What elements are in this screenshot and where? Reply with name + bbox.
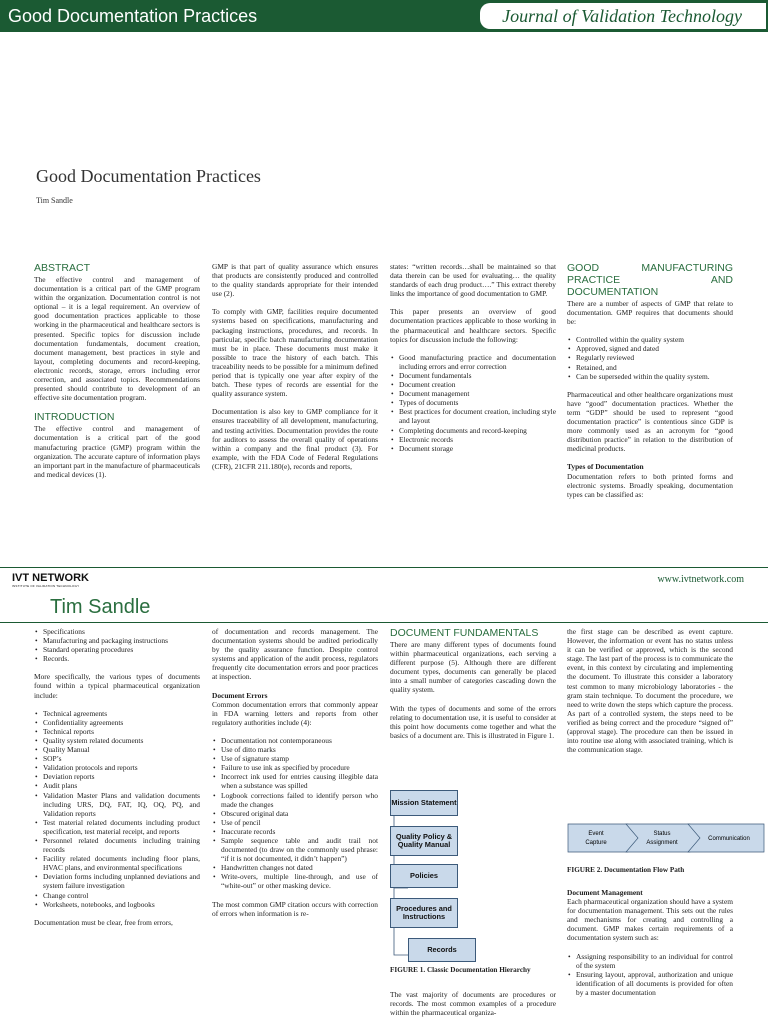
bullet-item: • Types of documents <box>390 398 556 407</box>
bullet-item: • Facility related documents including floor plans, HVAC plans, and environmental specifications <box>34 854 200 872</box>
bullet-item: • Document storage <box>390 444 556 453</box>
section-heading: ABSTRACT <box>34 262 91 274</box>
paragraph: There are many different types of documents found within pharmaceutical organizations, each serving a different purpose (5). Although there are different document types, documents can generally be placed into a small number of categories cascading down the quality system. <box>390 640 556 695</box>
bullet-item: • Personnel related documents including training records <box>34 836 200 854</box>
bullet-item: • Document management <box>390 389 556 398</box>
fig1-box-quality-policy: Quality Policy & Quality Manual <box>390 826 458 856</box>
subheading: Document Management <box>567 888 643 897</box>
bullet-item: • Use of ditto marks <box>212 745 378 754</box>
bullet-item: • Logbook corrections failed to identify person who made the changes <box>212 791 378 809</box>
paragraph: Common documentation errors that commonly appear in FDA warning letters and reports from other regulatory authorities include (4): <box>212 699 378 727</box>
paragraph: The effective control and management of documentation is a critical part of the good manufacturing practice (GMP) program within the organization. The accurate capture of information plays an important part in the manufacture of pharmaceuticals and medical devices (1). <box>34 424 201 479</box>
bullet-item: • Standard operating procedures <box>34 645 200 654</box>
bullet-item: • Use of signature stamp <box>212 754 378 763</box>
bullet-item: • Quality system related documents <box>34 736 200 745</box>
section-heading: INTRODUCTION <box>34 411 115 424</box>
bullet-item: • SOP’s <box>34 754 200 763</box>
bullet-item: • Document fundamentals <box>390 371 556 380</box>
bullet-item: • Quality Manual <box>34 745 200 754</box>
header-bar <box>0 0 768 32</box>
bullet-item: • Documentation not contemporaneous <box>212 736 378 745</box>
paragraph: of documentation and records management. The documentation systems should be audited periodically by the quality assurance function. Despite control systems and application of the audit process, regulators frequently cite documentation errors and poor practices at inspection. <box>212 627 378 682</box>
bullet-item: • Change control <box>34 891 200 900</box>
subheading: Document Errors <box>212 690 268 700</box>
bullet-list <box>567 335 733 380</box>
bullet-item: • Electronic records <box>390 435 556 444</box>
paragraph: The effective control and management of documentation is a critical part of the GMP program within the organization. Documentation control is not optional – it is a legal requirement. An overview of good documentation practices applicable to those working in the pharmaceutical and healthcare sectors is presented. Specific topics for discussion include documentation fundamentals, document creation, document management, best practices in style and layout, completing documents and record-keeping, electronic records, storage, errors including error correction, and associated topics. Recommendations presented should contribute to development of an effective site documentation program. <box>34 275 200 403</box>
bullet-item: • Specifications <box>34 627 200 636</box>
bullet-list <box>34 709 200 909</box>
paragraph: This paper presents an overview of good documentation practices applicable to those working in the pharmaceutical and healthcare sectors. Specific topics for discussion include the following: <box>390 307 556 344</box>
article-author: Tim Sandle <box>36 196 73 205</box>
bullet-item: • Retained, and <box>567 363 733 372</box>
page2-column-3 <box>390 627 556 749</box>
bullet-item: • Deviation reports <box>34 772 200 781</box>
bullet-item: • Manufacturing and packaging instructions <box>34 636 200 645</box>
ivt-logo: IVT NETWORK INSTITUTE OF VALIDATION TECHNOLOGY <box>12 572 89 588</box>
fig2-step-2-b: Assignment <box>646 840 678 846</box>
fig2-step-3: Communication <box>708 836 750 842</box>
paragraph: With the types of documents and some of the errors relating to documentation use, it is useful to consider at this point how documents come together and what the basics of a document are. This is illustrated in Figure 1. <box>390 703 556 740</box>
section-heading: DOCUMENT FUNDAMENTALS <box>390 627 539 639</box>
page2-column-3-continued <box>390 990 556 1024</box>
page2-column-1 <box>34 627 200 936</box>
figure-1-caption: FIGURE 1. Classic Documentation Hierarchy <box>390 966 531 974</box>
bullet-item: • Write-overs, multiple line-through, and use of “white-out” or other masking device. <box>212 872 378 890</box>
fig1-box-records: Records <box>408 938 476 962</box>
paragraph: The vast majority of documents are procedures or records. The most common examples of a procedure within the pharmaceutical organiza- <box>390 990 556 1018</box>
paragraph: Pharmaceutical and other healthcare organizations must have “good” documentation practices. Whether the term “GDP” should be used to represent “good documentation practice” is contentious since GDP is more commonly used as an acronym for “good distribution practice” in relation to the distribution of medicinal products. <box>567 389 733 454</box>
bullet-item: • Confidentiality agreements <box>34 718 200 727</box>
figure-2-flow <box>566 822 768 856</box>
page1-column-2 <box>212 262 378 480</box>
page1-column-1 <box>34 262 200 488</box>
page2-rule <box>0 622 768 623</box>
paragraph: To comply with GMP, facilities require documented systems based on specifications, manufacturing and packaging instructions, procedures, and records. In particular, specific batch manufacturing documentation must be in place. These documents must make it possible to trace the history of each batch. This traceability needs to be possible for a minimum defined period that is typically one year after expiry of the batch. These types of records are essential for the quality assurance system. <box>212 307 378 399</box>
bullet-item: • Failure to use ink as specified by procedure <box>212 763 378 772</box>
bullet-item: • Completing documents and record-keeping <box>390 426 556 435</box>
page-separator <box>0 567 768 568</box>
bullet-item: • Incorrect ink used for entries causing illegible data when a substance was spilled <box>212 772 378 790</box>
bullet-item: • Obscured original data <box>212 809 378 818</box>
bullet-item: • Audit plans <box>34 781 200 790</box>
bullet-item: • Good manufacturing practice and documentation including errors and error correction <box>390 353 556 371</box>
bullet-item: • Validation Master Plans and validation documents including URS, DQ, FAT, IQ, OQ, PQ, and Validation reports <box>34 791 200 818</box>
paragraph: Documentation must be clear, free from errors, <box>34 917 173 927</box>
page2-column-4 <box>567 627 733 763</box>
running-author-name: Tim Sandle <box>50 596 151 618</box>
fig1-box-procedures: Procedures and Instructions <box>390 898 458 928</box>
bullet-item: • Ensuring layout, approval, authorization and unique identification of all documents is provided for often by a master documentation <box>567 970 733 997</box>
page2-column-2 <box>212 627 378 927</box>
paragraph: The most common GMP citation occurs with correction of errors when information is re- <box>212 899 378 918</box>
fig1-box-policies: Policies <box>390 864 458 888</box>
bullet-item: • Can be superseded within the quality system. <box>567 372 733 381</box>
fig1-box-mission: Mission Statement <box>390 790 458 816</box>
bullet-list <box>212 736 378 891</box>
fig2-step-1-b: Capture <box>585 840 607 846</box>
bullet-item: • Inaccurate records <box>212 827 378 836</box>
bullet-item: • Technical reports <box>34 727 200 736</box>
paragraph: states: “written records…shall be maintained so that data therein can be used for evaluating… the quality standards of each drug product….” This extract thereby links the importance of good documentation to GMP. <box>390 262 556 299</box>
paragraph: Documentation is also key to GMP compliance for it ensures traceability of all development, manufacturing, and testing activities. Documentation provides the route for auditors to assess the overall quality of operations within a company and the final product (3). For example, with the FDA Code of Federal Regulations (CFR), 21CFR 211.180(e), records and reports, <box>212 407 378 471</box>
fig2-step-1-a: Event <box>588 831 604 837</box>
bullet-item: • Validation protocols and reports <box>34 763 200 772</box>
bullet-item: • Document creation <box>390 380 556 389</box>
bullet-item: • Test material related documents including product specification, test material receipt, and reports <box>34 818 200 836</box>
paragraph: There are a number of aspects of GMP that relate to documentation. GMP requires that documents should be: <box>567 299 733 327</box>
bullet-item: • Best practices for document creation, including style and layout <box>390 407 556 425</box>
bullet-item: • Deviation forms including unplanned deviations and system failure investigation <box>34 872 200 890</box>
bullet-item: • Sample sequence table and audit trail not documented (to draw on the commonly used phrase: “if it is not documented, it didn’t happen”) <box>212 836 378 863</box>
bullet-list <box>567 952 733 997</box>
bullet-item: • Controlled within the quality system <box>567 335 733 344</box>
section-title: Good Documentation Practices <box>8 5 258 26</box>
bullet-list <box>34 627 200 663</box>
bullet-item: • Regularly reviewed <box>567 353 733 362</box>
website-link[interactable]: www.ivtnetwork.com <box>657 574 744 585</box>
fig2-step-2-a: Status <box>653 831 671 837</box>
paragraph: GMP is that part of quality assurance which ensures that products are consistently produced and controlled to the quality standards appropriate for their intended use (2). <box>212 262 378 299</box>
page1-column-3 <box>390 262 556 462</box>
bullet-item: • Technical agreements <box>34 709 200 718</box>
bullet-list <box>390 353 556 453</box>
bullet-item: • Worksheets, notebooks, and logbooks <box>34 900 200 909</box>
bullet-item: • Handwritten changes not dated <box>212 863 378 872</box>
paragraph: More specifically, the various types of documents found within a typical pharmaceutical organization include: <box>34 672 200 700</box>
bullet-item: • Use of pencil <box>212 818 378 827</box>
paragraph: the first stage can be described as event capture. However, the information or event has no status unless it can be verified or approved, which is the second stage. The last part of the process is to communicate the event, in this context by circulating and implementing the document. To illustrate this consider a laboratory test common to many microbiology laboratories - the gram stain technique. To document the procedure, we need to write down the steps which capture the process. As part of a controlled system, the steps need to be verified as being correct and the procedure “signed of” (approval stage). The procedure can then be issued in into routine use along with associated training, which is the communication stage. <box>567 627 733 755</box>
journal-name: Journal of Validation Technology <box>480 3 766 29</box>
paragraph: Each pharmaceutical organization should have a system for documentation management. This sets out the rules and mechanisms for creating and controlling a document. GMP makes certain requirements of a documentation system such as: <box>567 897 733 943</box>
paragraph: Documentation refers to both printed forms and electronic systems. Broadly speaking, documentation types can be classified as: <box>567 471 733 499</box>
subheading: Types of Documentation <box>567 462 644 472</box>
bullet-item: • Assigning responsibility to an individual for control of the system <box>567 952 733 970</box>
section-heading: GOOD MANUFACTURING PRACTICE AND DOCUMENTATION <box>567 262 733 298</box>
page1-column-4 <box>567 262 733 508</box>
bullet-item: • Records. <box>34 654 200 663</box>
bullet-item: • Approved, signed and dated <box>567 344 733 353</box>
figure-2-caption: FIGURE 2. Documentation Flow Path <box>567 866 685 874</box>
page2-column-4-continued <box>567 888 733 1006</box>
article-title: Good Documentation Practices <box>36 166 261 186</box>
